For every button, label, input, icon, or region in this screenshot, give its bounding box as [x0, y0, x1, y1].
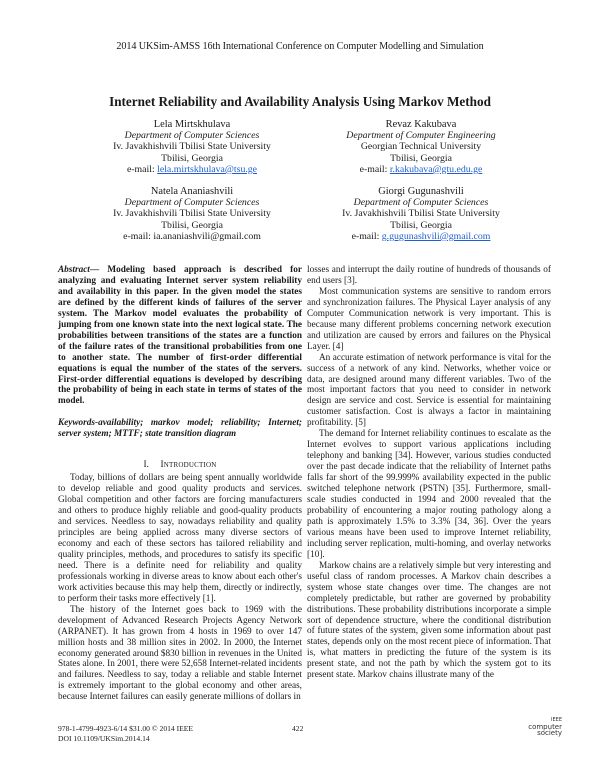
logo-society: society	[537, 729, 562, 737]
paragraph: Today, billions of dollars are being spent annually worldwide to develop reliable and good quality products and services. Global competition and other factors are forcing manufacturers and others to produce highly reliable and good-quality products and services. Needless to say, nowadays reliability and quality principles are being applied across many diverse sectors of economy and each of these sectors has tailored reliability and quality principles, methods, and procedures to satisfy its specific need. There is a definite need for reliability and quality professionals working in diverse areas to know about each other's work activities because this may help them, directly or indirectly, to perform their tasks more effectively [1].	[58, 473, 302, 604]
author-block	[67, 119, 317, 175]
author-email-row	[67, 231, 317, 242]
ieee-computer-society-logo	[520, 717, 562, 737]
author-name: Natela Ananiashvili	[150, 186, 234, 197]
author-department: Department of Computer Sciences	[124, 197, 260, 209]
section-title: Introduction	[160, 460, 217, 471]
author-city: Tbilisi, Georgia	[161, 152, 223, 164]
author-department: Department of Computer Sciences	[353, 197, 489, 209]
author-email-link[interactable]: lela.mirtskhulava@tsu.ge	[157, 163, 258, 175]
author-city: Tbilisi, Georgia	[390, 152, 452, 164]
paragraph: Markow chains are a relatively simple but very interesting and useful class of random processes. A Markov chain describes a system whose state changes over time. The changes are not completely predictable, but rather are governed by probability distributions. These probability distributions incorporate a simple sort of dependence structure, where the conditional distribution of future states of the system, given some information about past states, depends only on the most recent piece of information. That is, what matters in predicting the future of the system is its present state, and not the path by which the system got to its present state. Markov chains illustrate many of the	[307, 560, 551, 681]
author-email-link[interactable]: g.gugunashvili@gmail.com	[381, 230, 491, 242]
abstract-dash: —	[89, 265, 108, 275]
author-name: Revaz Kakubava	[385, 119, 457, 130]
author-email-row	[67, 164, 317, 175]
paragraph: Most communication systems are sensitive to random errors and synchronization failures. The Physical Layer analysis of any Computer Communication network is very important. This is because many different problems concerning network execution and utilization are caused by errors and failures on the Physical Layer. [4]	[307, 286, 551, 352]
footer-doi: DOI 10.1109/UKSim.2014.14	[58, 734, 150, 743]
author-institution: Georgian Technical University	[360, 141, 482, 153]
email-label: e-mail:	[126, 163, 158, 175]
author-department: Department of Computer Engineering	[346, 130, 496, 142]
logo-computer: computer	[528, 722, 562, 731]
paper-title: Internet Reliability and Availability Analysis Using Markov Method	[109, 94, 491, 109]
paragraph: An accurate estimation of network performance is vital for the success of a network of any kind. Networks, whether voice or data, are designed around many different variables. Two of the most important factors that you need to consider in network design are service and cost. Service is essential for maintaining customer satisfaction. Cost is always a factor in maintaining profitability. [5]	[307, 352, 551, 429]
paragraph: The demand for Internet reliability continues to escalate as the Internet evolves to support various applications including telephony and banking [34]. However, various studies conducted over the past decade indicate that the reliability of Internet paths falls far short of the 99.999% availability expected in the public switched telephone network (PSTN) [35]. Furthermore, small-scale studies conducted in 1994 and 2000 revealed that the probability of encountering a major routing pathology along a path is approximately 1.5% to 3.3% [34, 36]. Over the years various means have been used to improve Internet reliability, including server replication, multi-homing, and overlay networks [10].	[307, 429, 551, 560]
footer-isbn: 978-1-4799-4923-6/14 $31.00 © 2014 IEEE	[58, 724, 194, 733]
author-email-row	[296, 231, 546, 242]
author-email: ia.ananiashvili@gmail.com	[153, 230, 261, 242]
author-block	[296, 186, 546, 242]
section-heading	[58, 460, 302, 471]
footer-copyright	[58, 724, 193, 744]
logo-ieee: IEEE	[551, 717, 562, 723]
author-name: Lela Mirtskhulava	[153, 119, 231, 130]
email-label: e-mail:	[123, 230, 154, 242]
author-block	[67, 186, 317, 242]
abstract	[58, 265, 302, 407]
author-block	[296, 119, 546, 175]
abstract-label: Abstract	[58, 265, 90, 275]
page-number: 422	[292, 724, 304, 733]
email-label: e-mail:	[351, 230, 382, 242]
section-number: I.	[143, 460, 149, 471]
author-city: Tbilisi, Georgia	[161, 219, 223, 231]
conference-header: 2014 UKSim-AMSS 16th International Conference on Computer Modelling and Simulation	[116, 41, 484, 52]
keywords: Keywords-availability; markov model; reliability; Internet; server system; MTTF; state transition diagram	[58, 418, 302, 440]
author-email-link[interactable]: r.kakubava@gtu.edu.ge	[389, 163, 483, 175]
author-department: Department of Computer Sciences	[124, 130, 260, 142]
email-label: e-mail:	[359, 163, 390, 175]
abstract-text: Modeling based approach is described for analyzing and evaluating Internet server system reliability and availability in this paper. In the given model the states are defined by the different kinds of failures of the server system. The Markov model evaluates the probability of jumping from one known state into the next logical state. The probabilities between transitions of the states are a function of the failure rates of the transitional probabilities from one to another state. The number of first-order differential equations is equal the number of the states of the servers. First-order differential equations is developed by describing the probability of being in each state in terms of states of the model.	[58, 265, 302, 407]
author-institution: Iv. Javakhishvili Tbilisi State University	[342, 208, 500, 220]
paragraph: The history of the Internet goes back to 1969 with the development of Advanced Research Projects Agency Network (ARPANET). It has grown from 4 hosts in 1969 to over 147 million hosts and 38 million sites in 2002. In 2000, the Internet economy generated around $830 billion in revenues in the United States alone. In 2001, there were 52,658 Internet-related incidents and failures. Needless to say, today a reliable and stable Internet is extremely important to the global economy and other areas, because Internet failures can easily generate millions of dollars in	[58, 604, 302, 703]
left-column	[58, 265, 302, 703]
author-city: Tbilisi, Georgia	[390, 219, 452, 231]
paragraph-continuation: losses and interrupt the daily routine of hundreds of thousands of end users [3].	[307, 265, 551, 286]
author-name: Giorgi Gugunashvili	[378, 186, 464, 197]
author-institution: Iv. Javakhishvili Tbilisi State University	[113, 208, 271, 220]
author-email-row	[296, 164, 546, 175]
right-column	[307, 265, 551, 681]
author-institution: Iv. Javakhishvili Tbilisi State University	[113, 141, 271, 153]
